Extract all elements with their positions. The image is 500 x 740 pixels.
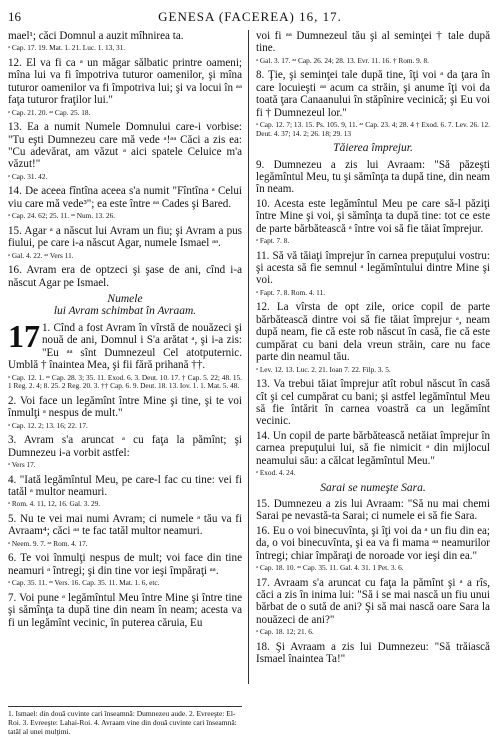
verse-13: 13. Va trebui tăiat împrejur atît robul născut în casă cît şi cel cumpărat cu bani; şi astfel legămîntul Meu să fie întărit în carnea voastră ca un legămînt vecinic. xyxy=(256,378,490,428)
verse-4: 4. "Iată legămîntul Meu, pe care-l fac cu tine: vei fi tatăl ᵃ multor neamuri. xyxy=(8,473,242,498)
left-column xyxy=(8,30,242,631)
verse-1-text: 1. Cînd a fost Avram în vîrstă de nouăzeci şi nouă de ani, Domnul i S'a arătat ᵃ, şi i-a zis: "Eu ᵃᵃ sînt Dumnezeul Cel atotputernic. Umblă † înaintea Mea, şi fii fără prihană ††. xyxy=(8,321,242,372)
cross-reference: ᵃ Vers 17. xyxy=(8,459,36,469)
verse-text: voi fi ᵃᵃ Dumnezeul tău şi al seminţei † tale după tine. xyxy=(256,30,490,55)
verse-6: 6. Te voi înmulţi nespus de mult; voi face din tine neamuri ᵃ întregi; şi din tine vor ieşi împăraţi ᵃᵃ. xyxy=(8,552,242,577)
section-heading-line2: lui Avram schimbat în Avraam. xyxy=(53,305,197,318)
chapter-number: 17 xyxy=(8,317,40,354)
section-heading xyxy=(8,293,242,318)
verse-12: 12. El va fi ca ᵃ un măgar sălbatic printre oameni; mîna lui va fi împotriva tuturor oamenilor, şi mîna tuturor oamenilor va fi împotriva lui; şi va locui în ᵃᵃ faţa tuturor fraţilor lui." xyxy=(8,57,242,107)
verse-14: 14. De aceea fîntîna aceea s'a numit "Fîntîna ᵃ Celui viu care mă vede³"; ea este între ᵃᵃ Cades şi Bared. xyxy=(8,185,242,210)
cross-reference: ᵃ Cap. 12. 2; 13. 16; 22. 17. xyxy=(8,420,88,430)
cross-reference: ᵃ Gal. 3. 17. ᵃᵃ Cap. 26. 24; 28. 13. Evr. 11. 16. † Rom. 9. 8. xyxy=(256,55,429,65)
verse-16: 16. Eu o voi binecuvînta, şi îţi voi da ᵃ un fiu din ea; da, o voi binecuvînta, şi ea va fi mama ᵃᵃ neamurilor întregi; chiar împăraţi de noroade vor ieşi din ea." xyxy=(256,524,490,562)
verse-16: 16. Avram era de optzeci şi şase de ani, cînd i-a născut Agar pe Ismael. xyxy=(8,264,242,289)
column-divider xyxy=(248,30,249,684)
section-heading: Sarai se numeşte Sara. xyxy=(320,481,426,494)
verse-7: 7. Voi pune ᵃ legămîntul Meu între Mine şi între tine şi sămînţa ta după tine din neam în neam; acesta va fi un legămînt vecinic, în puterea căruia, Eu xyxy=(8,591,242,629)
verse-2: 2. Voi face un legămînt între Mine şi tine, şi te voi înmulţi ᵃ nespus de mult." xyxy=(8,394,242,420)
verse-3: 3. Avram s'a aruncat ᵃ cu faţa la pămînt; şi Dumnezeu i-a vorbit astfel: xyxy=(8,434,242,459)
verse-12: 12. La vîrsta de opt zile, orice copil de parte bărbătească dintre voi să fie tăiat împrejur ᵃ, neam după neam, fie că este rob născut în casă, fie că este cumpărat cu bani dela vreun străin, care nu face parte din neamul tău. xyxy=(256,301,490,364)
cross-reference: ᵃ Fapt. 7. 8. Rom. 4. 11. xyxy=(256,287,326,297)
verse-15: 15. Agar ᵃ a născut lui Avram un fiu; şi Avram a pus fiului, pe care i-a născut Agar, numele Ismael ᵃᵃ. xyxy=(8,224,242,250)
cross-reference: ᵃ Gal. 4. 22. ᵃᵃ Vers 11. xyxy=(8,250,74,260)
cross-reference: ᵃ Cap. 24. 62; 25. 11. ᵃᵃ Num. 13. 26. xyxy=(8,211,116,221)
verse-18: 18. Şi Avraam a zis lui Dumnezeu: "Să trăiască Ismael înaintea Ta!" xyxy=(256,640,490,666)
cross-reference: ᵃ Rom. 4. 11, 12, 16. Gal. 3. 29. xyxy=(8,499,101,509)
verse-1 xyxy=(8,317,242,372)
cross-reference: ᵃ Cap. 12. 7; 13. 15. Ps. 105. 9, 11. ᵃᵃ Cap. 23. 4; 28. 4 † Exod. 6. 7. Lev. 26. 12. Deut. 4. 37; 14. 2; 26. 18; 29. 13 xyxy=(256,120,490,138)
verse-8: 8. Ţie, şi seminţei tale după tine, îţi voi ᵃ da ţara în care locuieşti ᵃᵃ acum ca străin, şi anume îţi voi da toată ţara Canaanului în stăpînire vecinică; şi Eu voi fi † Dumnezeul lor." xyxy=(256,69,490,119)
section-heading-line1: Numele xyxy=(107,293,143,306)
cross-reference: ᵃ Lev. 12. 13. Luc. 2. 21. Ioan 7. 22. Filp. 3. 5. xyxy=(256,364,391,374)
verse-15: 15. Dumnezeu a zis lui Avraam: "Să nu mai chemi Sarai pe nevastă-ta Sarai; ci numele ei să fie Sara. xyxy=(256,497,490,523)
cross-reference: ᵃ Neem. 9. 7. ᵃᵃ Rom. 4. 17. xyxy=(8,538,88,548)
verse-11: 11. Să vă tăiaţi împrejur în carnea prepuţului vostru: şi acesta să fie semnul ᵃ legămîntului dintre Mine şi voi. xyxy=(256,249,490,287)
page-number: 16 xyxy=(8,9,21,24)
cross-reference: ᵃ Cap. 35. 11. ᵃᵃ Vers. 16. Cap. 35. 11. Mat. 1. 6, etc. xyxy=(8,578,160,588)
verse-9: 9. Dumnezeu a zis lui Avraam: "Să păzeşti legămîntul Meu, tu şi sămînţa ta după tine, din neam în neam. xyxy=(256,158,490,196)
verse-text: mael¹; căci Domnul a auzit mîhnirea ta. xyxy=(8,30,184,42)
page-header xyxy=(8,8,492,26)
cross-reference: ᵃ Cap. 17. 19. Mat. 1. 21. Luc. 1. 13, 31. xyxy=(8,43,126,53)
verse-5: 5. Nu te vei mai numi Avram; ci numele ᵃ tău va fi Avraam⁴; căci ᵃᵃ te fac tatăl multor neamuri. xyxy=(8,512,242,538)
page-title: GENESA (FACEREA) 16, 17. xyxy=(158,9,342,24)
cross-reference: ᵃ Fapt. 7. 8. xyxy=(256,236,290,246)
cross-reference: ᵃ Cap. 18. 10. ᵃᵃ Cap. 35. 11. Gal. 4. 31. 1 Pet. 3. 6. xyxy=(256,562,404,572)
cross-reference: ᵃ Cap. 18. 12; 21. 6. xyxy=(256,627,314,637)
section-heading: Tăierea împrejur. xyxy=(333,142,413,155)
footnotes: 1. Ismael: din două cuvinte cari înseamnă: Dumnezeu aude. 2. Evreeşte: El-Roi. 3. Evreeşte: Lahai-Roi. 4. Avraam vine din două cuvinte cari înseamnă: tatăl al unei mulţimi. xyxy=(8,706,242,736)
verse-10: 10. Acesta este legămîntul Meu pe care să-l păziţi între Mine şi voi, şi sămînţa ta după tine: tot ce este de parte bărbătească ᵃ între voi să fie tăiat împrejur. xyxy=(256,197,490,235)
right-column xyxy=(256,30,490,668)
verse-13: 13. Ea a numit Numele Domnului care-i vorbise: "Tu eşti Dumnezeu care mă vede ᵃ!ᵃᵃ Căci a zis ea: "Cu adevărat, am văzut ᵃ aici spatele Celuice m'a văzut!" xyxy=(8,121,242,171)
verse-14: 14. Un copil de parte bărbătească netăiat împrejur în carnea prepuţului lui, să fie nimicit ᵃ din mijlocul neamului său: a călcat legămîntul Meu." xyxy=(256,429,490,467)
cross-reference: ᵃ Cap. 12. 1. ᵃᵃ Cap. 28. 3; 35. 11. Exod. 6. 3. Deut. 10. 17. † Cap. 5. 22; 48. 15. 1 Reg. 2. 4; 8. 25. 2 Reg. 20. 3. †† Cap. 6. 9. Deut. 18. 13. Iov. 1. 1. Mat. 5. 48. xyxy=(8,372,242,391)
cross-reference: ᵃ Cap. 31. 42. xyxy=(8,171,48,181)
cross-reference: ᵃ Exod. 4. 24. xyxy=(256,467,296,477)
verse-17: 17. Avraam s'a aruncat cu faţa la pămînt şi ᵃ a rîs, căci a zis în inima lui: "Să i se mai nască un fiu unui bărbat de o sută de ani? Şi să mai nască oare Sara la nouăzeci de ani?" xyxy=(256,576,490,626)
cross-reference: ᵃ Cap. 21. 20. ᵃᵃ Cap. 25. 18. xyxy=(8,107,91,117)
